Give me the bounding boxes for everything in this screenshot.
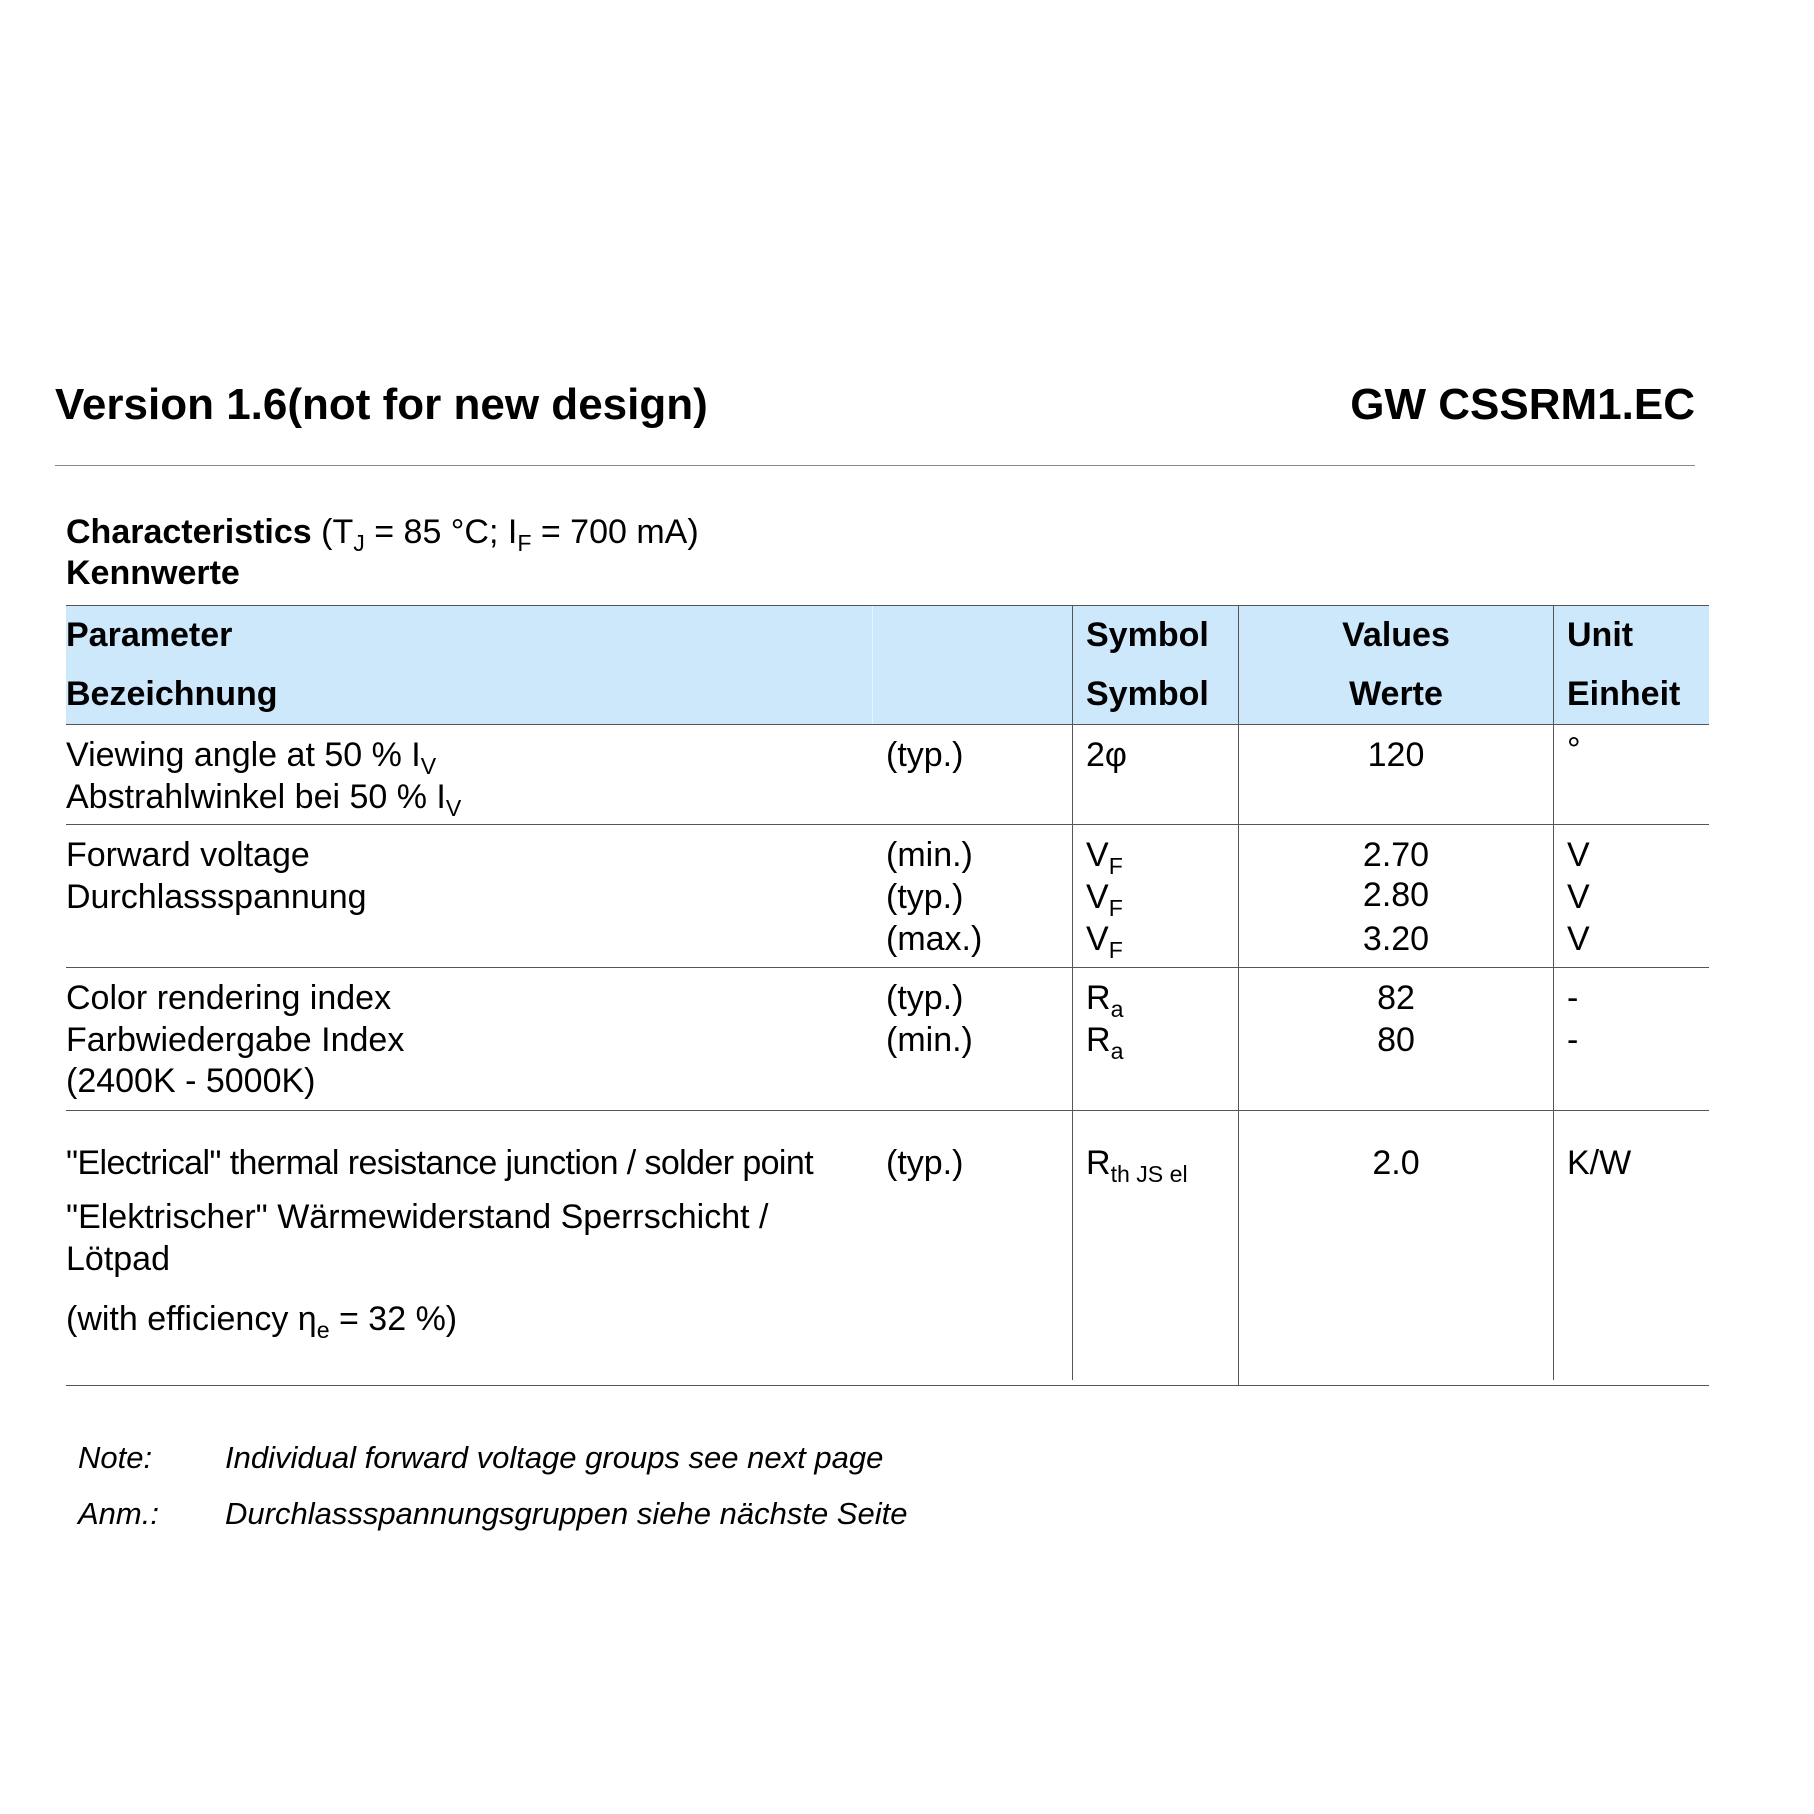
table-row-forward-voltage-en: Forward voltage bbox=[66, 836, 310, 874]
unit: ° bbox=[1567, 731, 1581, 769]
unit: - bbox=[1567, 979, 1579, 1017]
value: 2.70 bbox=[1362, 836, 1430, 874]
value: 82 bbox=[1377, 979, 1415, 1017]
unit: V bbox=[1567, 878, 1590, 916]
header-divider bbox=[55, 465, 1695, 466]
qualifier: (typ.) bbox=[886, 979, 964, 1017]
header-values-de: Werte bbox=[1349, 675, 1443, 713]
symbol: $R_a$ bbox=[1086, 1021, 1124, 1065]
value: 2.0 bbox=[1372, 1144, 1420, 1182]
table-row-cri-de: Farbwiedergabe Index bbox=[66, 1021, 405, 1059]
characteristics-label: Characteristics bbox=[66, 513, 312, 551]
unit: V bbox=[1567, 920, 1590, 958]
symbol: $V_F$ bbox=[1086, 878, 1123, 922]
table-row-viewing-angle-de: Abstrahlwinkel bei 50 % $I_V$ bbox=[66, 778, 462, 822]
symbol: $V_F$ bbox=[1086, 920, 1123, 964]
table-header-rule bbox=[66, 724, 1709, 725]
table-row-efficiency-note: (with efficiency $\eta_e = 32$ %) bbox=[66, 1300, 458, 1344]
column-divider bbox=[1553, 605, 1554, 1380]
qualifier: (min.) bbox=[886, 1021, 973, 1059]
document-version: Version 1.6(not for new design) bbox=[55, 380, 708, 429]
table-top-rule bbox=[66, 605, 1709, 606]
table-row-rule bbox=[66, 824, 1709, 825]
header-unit: Unit bbox=[1567, 616, 1634, 654]
note-label-de: Anm.: bbox=[78, 1496, 159, 1531]
symbol: $R_a$ bbox=[1086, 979, 1124, 1023]
qualifier: (typ.) bbox=[886, 1144, 964, 1182]
header-parameter: Parameter bbox=[66, 616, 233, 654]
value: 120 bbox=[1367, 736, 1425, 774]
qualifier: (max.) bbox=[886, 920, 983, 958]
conditions-if-sub: F bbox=[517, 530, 532, 557]
conditions-tj-sub: J bbox=[353, 530, 365, 557]
product-code: GW CSSRM1.EC bbox=[1350, 380, 1695, 429]
characteristics-title-de: Kennwerte bbox=[66, 554, 240, 592]
note-text: Individual forward voltage groups see next page bbox=[225, 1440, 884, 1475]
unit: V bbox=[1567, 836, 1590, 874]
table-row-rule bbox=[66, 967, 1709, 968]
header-values: Values bbox=[1342, 616, 1450, 654]
qualifier: (min.) bbox=[886, 836, 973, 874]
table-row-cri-en: Color rendering index bbox=[66, 979, 392, 1017]
note-label: Note: bbox=[78, 1440, 153, 1475]
unit: K/W bbox=[1567, 1144, 1632, 1182]
table-row-cri-range: (2400K - 5000K) bbox=[66, 1062, 316, 1100]
header-parameter-de: Bezeichnung bbox=[66, 675, 278, 713]
value: 3.20 bbox=[1362, 920, 1430, 958]
table-row-thermal-resistance-de: "Elektrischer" Wärmewiderstand Sperrschicht / bbox=[66, 1198, 769, 1236]
symbol: $V_F$ bbox=[1086, 836, 1123, 880]
qualifier: (typ.) bbox=[886, 878, 964, 916]
value: 80 bbox=[1377, 1021, 1415, 1059]
conditions-if-prefix: = 85 °C; I bbox=[364, 513, 518, 551]
table-row-forward-voltage-de: Durchlassspannung bbox=[66, 878, 367, 916]
table-row-thermal-resistance-en: "Electrical" thermal resistance junction / solder point bbox=[66, 1144, 814, 1182]
note-text-de: Durchlassspannungsgruppen siehe nächste Seite bbox=[225, 1496, 908, 1531]
symbol: $R_{th JS el}$ bbox=[1086, 1144, 1188, 1188]
header-unit-de: Einheit bbox=[1567, 675, 1681, 713]
qualifier: (typ.) bbox=[886, 736, 964, 774]
table-bottom-rule bbox=[66, 1385, 1709, 1386]
characteristics-table bbox=[66, 605, 1709, 1387]
unit: - bbox=[1567, 1021, 1579, 1059]
table-row-viewing-angle-en: Viewing angle at 50 % $I_V$ bbox=[66, 736, 437, 780]
table-row-thermal-resistance-de-2: Lötpad bbox=[66, 1240, 170, 1278]
column-divider bbox=[1072, 605, 1073, 1380]
conditions-tj-prefix: (T bbox=[311, 513, 354, 551]
table-row-rule bbox=[66, 1110, 1709, 1111]
header-symbol: Symbol bbox=[1086, 616, 1209, 654]
header-symbol-de: Symbol bbox=[1086, 675, 1209, 713]
conditions-if-value: = 700 mA) bbox=[531, 513, 699, 551]
characteristics-title bbox=[66, 512, 699, 557]
value: 2.80 bbox=[1362, 876, 1430, 914]
symbol: 2φ bbox=[1086, 736, 1127, 774]
